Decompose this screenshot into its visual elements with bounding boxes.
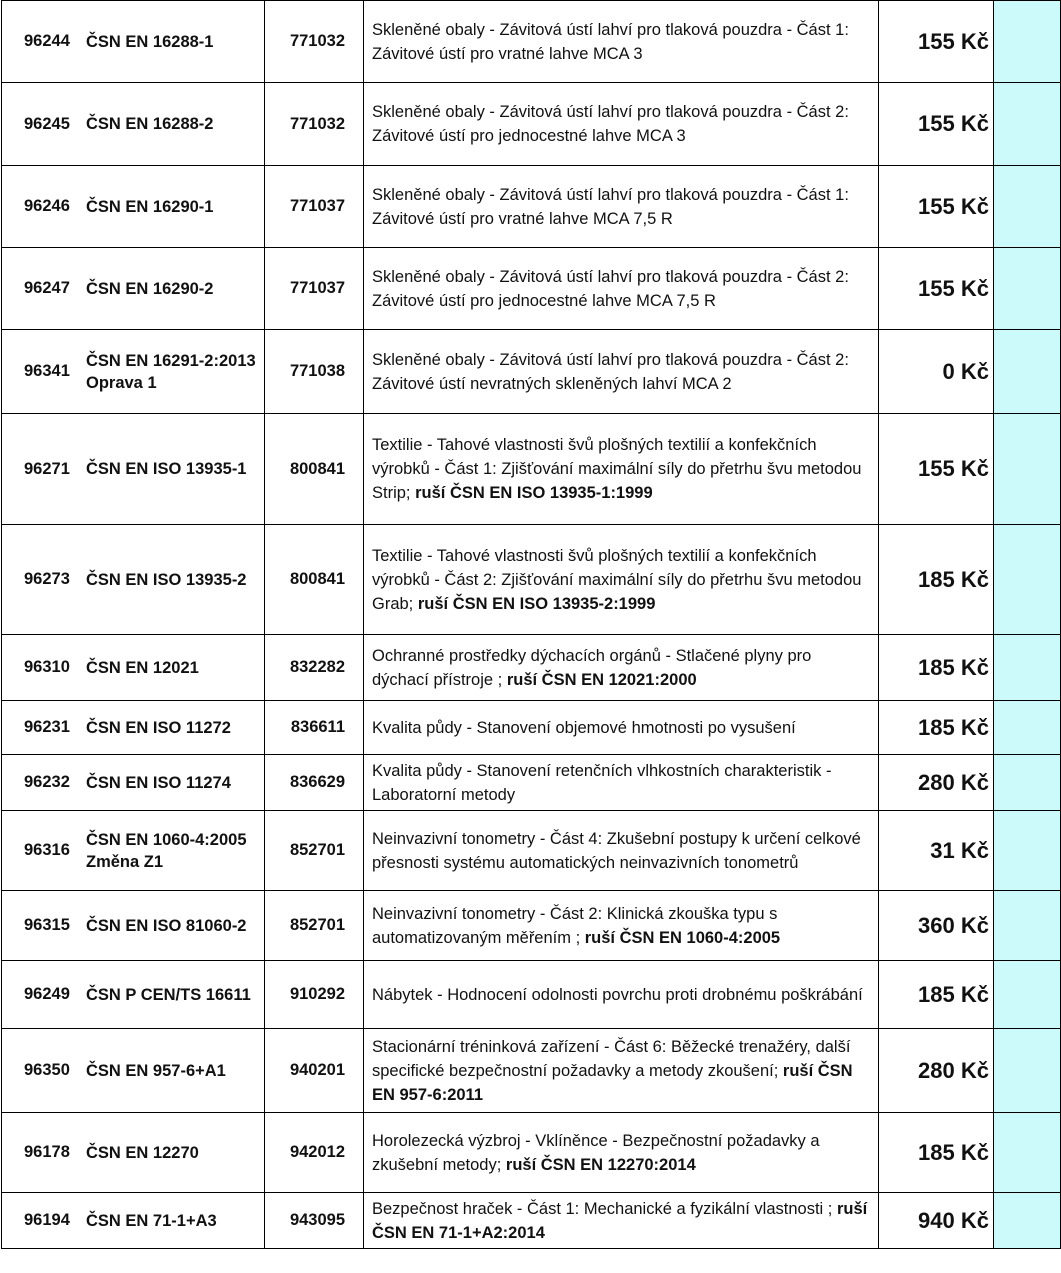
- replaces-note: ruší ČSN EN 12270:2014: [505, 1155, 696, 1174]
- standard-code: [84, 83, 265, 166]
- classification-code: 771032: [265, 1, 364, 83]
- price: 155 Kč: [879, 1, 994, 83]
- standard-code-text: ČSN EN 16290-1: [86, 197, 214, 216]
- standard-code-text: ČSN EN 71-1+A3: [86, 1211, 217, 1230]
- table-row: [2, 83, 1061, 166]
- row-id: 96178: [2, 1113, 85, 1193]
- replaces-note: ruší ČSN EN 71-1+A2:2014: [372, 1199, 868, 1242]
- standard-code-text: ČSN EN 16291-2:2013: [86, 351, 256, 370]
- color-cell: [994, 1193, 1061, 1249]
- standard-code: [84, 755, 265, 811]
- row-id: 96249: [2, 961, 85, 1029]
- color-cell: [994, 961, 1061, 1029]
- standard-description: [364, 83, 879, 166]
- standard-description: [364, 635, 879, 701]
- color-cell: [994, 635, 1061, 701]
- color-cell: [994, 891, 1061, 961]
- classification-code: 836629: [265, 755, 364, 811]
- price: 155 Kč: [879, 83, 994, 166]
- standard-code-text: ČSN EN 12270: [86, 1143, 199, 1162]
- standard-code-text: ČSN EN 957-6+A1: [86, 1061, 226, 1080]
- classification-code: 852701: [265, 891, 364, 961]
- color-cell: [994, 1113, 1061, 1193]
- row-id: 96194: [2, 1193, 85, 1249]
- description-text: Skleněné obaly - Závitová ústí lahví pro tlaková pouzdra - Část 2: Závitové ústí pro jednocestné lahve MCA 7,5 R: [372, 267, 849, 310]
- row-id: 96350: [2, 1029, 85, 1113]
- price: 185 Kč: [879, 701, 994, 755]
- standard-code: [84, 166, 265, 248]
- standard-code: [84, 1029, 265, 1113]
- color-cell: [994, 166, 1061, 248]
- row-id: 96247: [2, 248, 85, 330]
- price: 280 Kč: [879, 755, 994, 811]
- description-text: Kvalita půdy - Stanovení retenčních vlhkostních charakteristik - Laboratorní metody: [372, 761, 832, 804]
- row-id: 96232: [2, 755, 85, 811]
- color-cell: [994, 525, 1061, 635]
- color-cell: [994, 330, 1061, 414]
- classification-code: 771037: [265, 166, 364, 248]
- description-text: Skleněné obaly - Závitová ústí lahví pro tlaková pouzdra - Část 1: Závitové ústí pro vratné lahve MCA 7,5 R: [372, 185, 849, 228]
- table-row: [2, 414, 1061, 525]
- standard-code-text: ČSN EN ISO 13935-2: [86, 570, 247, 589]
- standard-code-text: ČSN EN 16288-1: [86, 32, 214, 51]
- color-cell: [994, 811, 1061, 891]
- price: 185 Kč: [879, 635, 994, 701]
- classification-code: 771032: [265, 83, 364, 166]
- standard-code: [84, 330, 265, 414]
- standard-code-text: ČSN EN ISO 81060-2: [86, 916, 247, 935]
- standard-code: [84, 961, 265, 1029]
- classification-code: 771037: [265, 248, 364, 330]
- price: 155 Kč: [879, 414, 994, 525]
- description-text: Bezpečnost hraček - Část 1: Mechanické a fyzikální vlastnosti ;: [372, 1199, 837, 1218]
- row-id: 96231: [2, 701, 85, 755]
- classification-code: 771038: [265, 330, 364, 414]
- row-id: 96316: [2, 811, 85, 891]
- standard-description: [364, 248, 879, 330]
- classification-code: 852701: [265, 811, 364, 891]
- classification-code: 943095: [265, 1193, 364, 1249]
- standard-code-text: ČSN EN 16290-2: [86, 279, 214, 298]
- price: 360 Kč: [879, 891, 994, 961]
- description-text: Kvalita půdy - Stanovení objemové hmotnosti po vysušení: [372, 718, 796, 737]
- row-id: 96244: [2, 1, 85, 83]
- classification-code: 940201: [265, 1029, 364, 1113]
- description-text: Textilie - Tahové vlastnosti švů plošných textilií a konfekčních výrobků - Část 1: Zjišťování maximální síly do přetrhu švu metodou Strip;: [372, 436, 862, 502]
- standard-description: [364, 1193, 879, 1249]
- standard-code: [84, 1113, 265, 1193]
- replaces-note: ruší ČSN EN 12021:2000: [506, 670, 697, 689]
- table-row: [2, 1113, 1061, 1193]
- classification-code: 800841: [265, 525, 364, 635]
- standard-description: [364, 330, 879, 414]
- standard-code-text: ČSN P CEN/TS 16611: [86, 985, 251, 1004]
- description-text: Skleněné obaly - Závitová ústí lahví pro tlaková pouzdra - Část 2: Závitové ústí nevratných skleněných lahví MCA 2: [372, 350, 849, 393]
- standard-code: [84, 701, 265, 755]
- standard-code: [84, 811, 265, 891]
- price: 185 Kč: [879, 961, 994, 1029]
- table-row: [2, 701, 1061, 755]
- table-row: [2, 248, 1061, 330]
- standard-code-text: ČSN EN 12021: [86, 658, 199, 677]
- price: 940 Kč: [879, 1193, 994, 1249]
- price: 31 Kč: [879, 811, 994, 891]
- color-cell: [994, 83, 1061, 166]
- table-row: [2, 755, 1061, 811]
- replaces-note: ruší ČSN EN 957-6:2011: [372, 1061, 853, 1104]
- standard-description: [364, 525, 879, 635]
- price: 185 Kč: [879, 1113, 994, 1193]
- standard-code-text: ČSN EN ISO 11272: [86, 718, 231, 737]
- standard-code: [84, 414, 265, 525]
- standard-description: [364, 1, 879, 83]
- table-row: [2, 635, 1061, 701]
- standard-description: [364, 811, 879, 891]
- price: 155 Kč: [879, 248, 994, 330]
- table-row: [2, 1193, 1061, 1249]
- row-id: 96310: [2, 635, 85, 701]
- description-text: Skleněné obaly - Závitová ústí lahví pro tlaková pouzdra - Část 1: Závitové ústí pro vratné lahve MCA 3: [372, 20, 849, 63]
- standard-code-text: ČSN EN ISO 13935-1: [86, 460, 247, 478]
- row-id: 96246: [2, 166, 85, 248]
- table-row: [2, 330, 1061, 414]
- standard-code-text: ČSN EN ISO 11274: [86, 773, 231, 792]
- description-text: Neinvazivní tonometry - Část 4: Zkušební postupy k určení celkové přesnosti systému automatických neinvazivních tonometrů: [372, 829, 861, 872]
- classification-code: 832282: [265, 635, 364, 701]
- table-row: [2, 961, 1061, 1029]
- description-text: Stacionární tréninková zařízení - Část 6: Běžecké trenažéry, další specifické bezpečnostní požadavky a metody zkoušení;: [372, 1037, 851, 1080]
- standard-code: [84, 891, 265, 961]
- classification-code: 800841: [265, 414, 364, 525]
- description-text: Neinvazivní tonometry - Část 2: Klinická zkouška typu s automatizovaným měřením ;: [372, 904, 778, 947]
- standard-description: [364, 755, 879, 811]
- replaces-note: ruší ČSN EN ISO 13935-2:1999: [417, 594, 656, 613]
- standard-description: [364, 891, 879, 961]
- description-text: Ochranné prostředky dýchacích orgánů - Stlačené plyny pro dýchací přístroje ;: [372, 646, 812, 689]
- standard-code-text: ČSN EN 16288-2: [86, 115, 214, 133]
- price: 155 Kč: [879, 166, 994, 248]
- table-row: [2, 1029, 1061, 1113]
- color-cell: [994, 1, 1061, 83]
- color-cell: [994, 248, 1061, 330]
- row-id: 96315: [2, 891, 85, 961]
- classification-code: 910292: [265, 961, 364, 1029]
- standard-amendment: Změna Z1: [86, 852, 164, 871]
- row-id: 96245: [2, 83, 85, 166]
- table-row: [2, 891, 1061, 961]
- standard-code: [84, 1193, 265, 1249]
- standard-code: [84, 1, 265, 83]
- description-text: Nábytek - Hodnocení odolnosti povrchu proti drobnému poškrábání: [372, 985, 863, 1004]
- standard-description: [364, 414, 879, 525]
- standard-code: [84, 525, 265, 635]
- classification-code: 942012: [265, 1113, 364, 1193]
- standard-amendment: Oprava 1: [86, 373, 157, 392]
- table-row: [2, 166, 1061, 248]
- row-id: 96271: [2, 414, 85, 525]
- standard-description: [364, 1029, 879, 1113]
- price: 0 Kč: [879, 330, 994, 414]
- description-text: Skleněné obaly - Závitová ústí lahví pro tlaková pouzdra - Část 2: Závitové ústí pro jednocestné lahve MCA 3: [372, 103, 849, 145]
- standard-description: [364, 961, 879, 1029]
- color-cell: [994, 755, 1061, 811]
- standard-code-text: ČSN EN 1060-4:2005: [86, 830, 247, 849]
- standard-code: [84, 248, 265, 330]
- color-cell: [994, 701, 1061, 755]
- row-id: 96273: [2, 525, 85, 635]
- table-row: [2, 525, 1061, 635]
- standards-table: [1, 0, 1061, 1249]
- price: 185 Kč: [879, 525, 994, 635]
- standard-description: [364, 701, 879, 755]
- price: 280 Kč: [879, 1029, 994, 1113]
- row-id: 96341: [2, 330, 85, 414]
- standard-description: [364, 166, 879, 248]
- description-text: Textilie - Tahové vlastnosti švů plošných textilií a konfekčních výrobků - Část 2: Zjišťování maximální síly do přetrhu švu metodou Grab;: [372, 546, 862, 613]
- color-cell: [994, 1029, 1061, 1113]
- table-row: [2, 1, 1061, 83]
- table-row: [2, 811, 1061, 891]
- replaces-note: ruší ČSN EN ISO 13935-1:1999: [415, 484, 653, 502]
- standard-description: [364, 1113, 879, 1193]
- color-cell: [994, 414, 1061, 525]
- description-text: Horolezecká výzbroj - Vklíněnce - Bezpečnostní požadavky a zkušební metody;: [372, 1131, 820, 1174]
- standard-code: [84, 635, 265, 701]
- replaces-note: ruší ČSN EN 1060-4:2005: [584, 928, 781, 947]
- classification-code: 836611: [265, 701, 364, 755]
